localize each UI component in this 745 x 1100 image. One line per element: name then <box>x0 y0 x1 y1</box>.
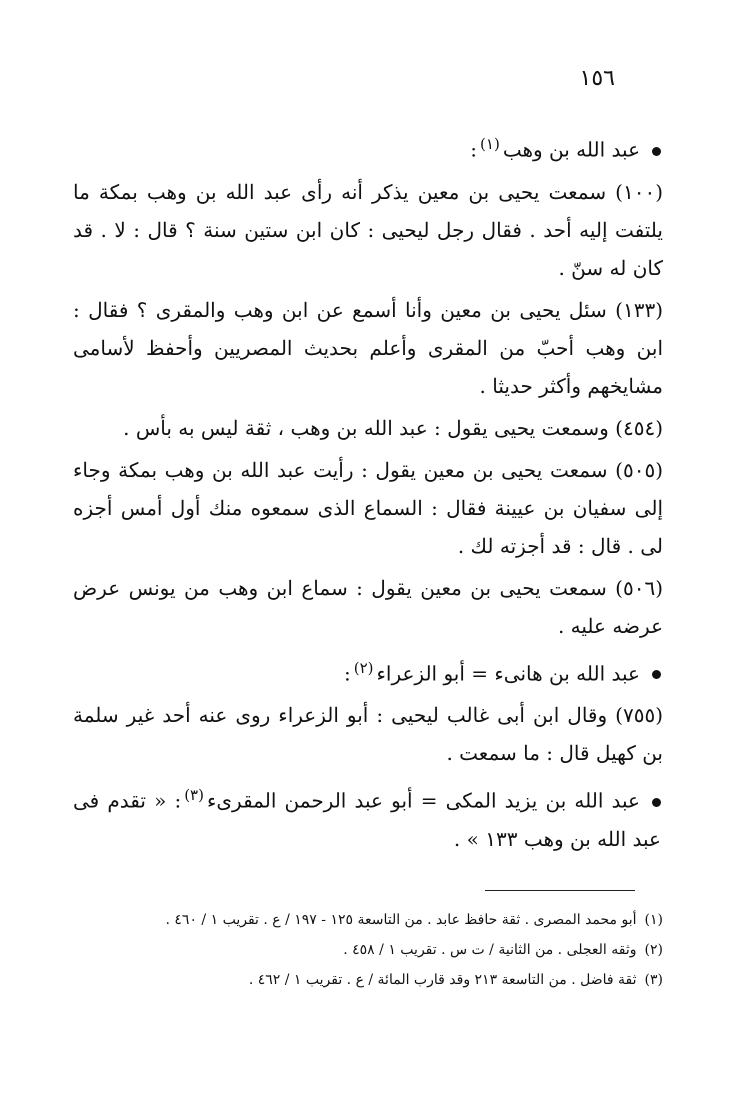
page-number: ١٥٦ <box>579 66 615 91</box>
footnotes <box>73 905 663 995</box>
footnote-number: (١) <box>644 912 663 928</box>
footnote <box>73 965 663 995</box>
footnote-number: (٣) <box>644 972 663 988</box>
footnote-ref[interactable]: (١) <box>480 135 500 153</box>
heading-tail: : « تقدم فى عبد الله بن وهب ١٣٣ » . <box>73 788 661 851</box>
footnote-number: (٢) <box>644 942 663 958</box>
narrator-heading <box>73 125 663 169</box>
footnote-ref[interactable]: (٣) <box>184 786 204 805</box>
footnote-text: ثقة فاضل . من التاسعة ٢١٣ وقد قارب المائة / ع . تقريب ١ / ٤٦٢ . <box>248 972 637 988</box>
narration-paragraph: (٤٥٤) وسمعت يحيى يقول : عبد الله بن وهب ، ثقة ليس به بأس . <box>123 415 663 440</box>
footnote-divider <box>485 890 635 891</box>
footnote-text: وثقه العجلى . من الثانية / ت س . تقريب ١ / ٤٥٨ . <box>343 942 637 958</box>
heading-tail: : <box>343 661 351 686</box>
narration-paragraph: (١٠٠) سمعت يحيى بن معين يذكر أنه رأى عبد الله بن وهب بمكة ما يلتفت إليه أحد . فقال رجل ليحيى : كان ابن ستين سنة ؟ قال : لا . قد كان له سنّ . <box>73 179 663 280</box>
footnote-text: أبو محمد المصرى . ثقة حافظ عابد . من التاسعة ١٢٥ - ١٩٧ / ع . تقريب ١ / ٤٦٠ . <box>165 912 637 928</box>
bullet-icon <box>652 798 661 807</box>
heading-tail: : <box>470 137 478 162</box>
heading-text: عبد الله بن وهب <box>502 137 640 162</box>
heading-text: عبد الله بن هانىء = أبو الزعراء <box>376 661 640 686</box>
footnote <box>73 935 663 965</box>
narration-paragraph: (٥٠٥) سمعت يحيى بن معين يقول : رأيت عبد الله بن وهب بمكة وجاء إلى سفيان بن عيينة فقال : السماع الذى سمعوه منك أول أمس أجزه لى . قال : قد أجزته لك . <box>73 457 663 558</box>
bullet-icon <box>652 670 661 679</box>
footnote <box>73 905 663 935</box>
narration-paragraph: (١٣٣) سئل يحيى بن معين وأنا أسمع عن ابن وهب والمقرى ؟ فقال : ابن وهب أحبّ من المقرى وأعلم بحديث المصريين وأحفظ لأسامى مشايخهم وأكثر حديثا . <box>73 297 663 398</box>
narrator-heading <box>73 649 663 693</box>
narrator-heading <box>73 776 663 858</box>
heading-text: عبد الله بن يزيد المكى = أبو عبد الرحمن المقرىء <box>206 788 640 813</box>
narration-paragraph: (٥٠٦) سمعت يحيى بن معين يقول : سماع ابن وهب من يونس عرض عرضه عليه . <box>73 575 663 638</box>
body-text <box>73 125 663 862</box>
bullet-icon <box>652 147 661 156</box>
footnote-ref[interactable]: (٢) <box>353 658 374 677</box>
narration-paragraph: (٧٥٥) وقال ابن أبى غالب ليحيى : أبو الزعراء روى عنه أحد غير سلمة بن كهيل قال : ما سمعت . <box>73 703 663 766</box>
